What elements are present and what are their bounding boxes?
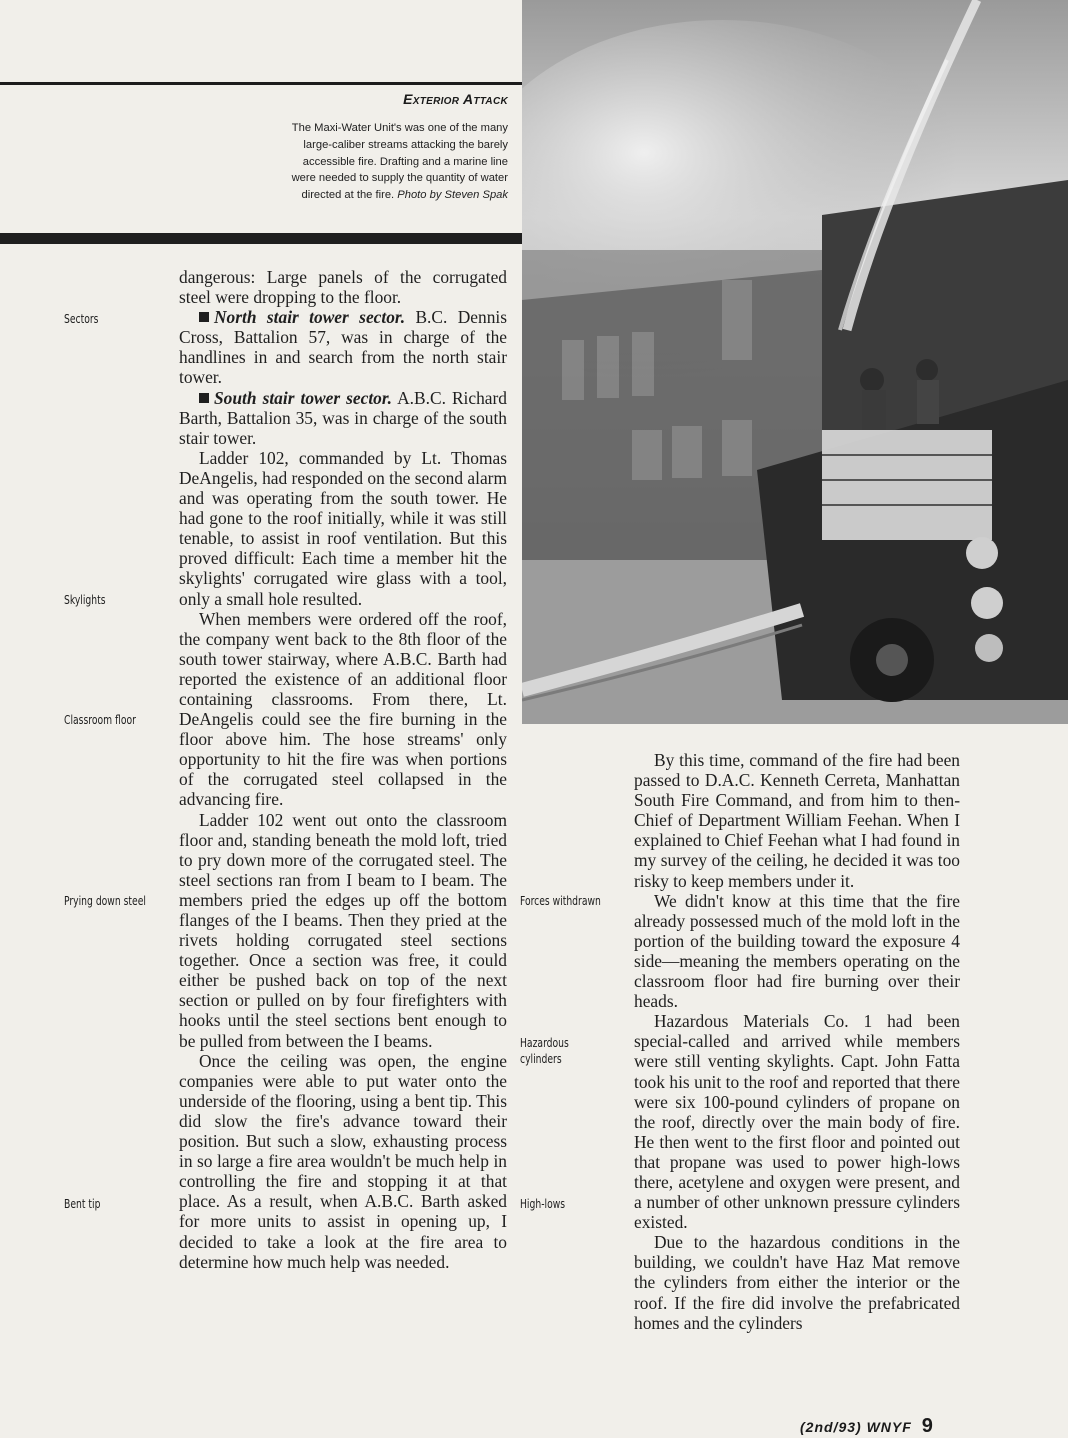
caption-bottom-rule — [0, 233, 522, 244]
sidebar-sectors: Sectors — [64, 311, 99, 326]
photo-caption — [278, 120, 508, 204]
north-sector-lead: North stair tower sector. — [214, 307, 406, 328]
article-column-1 — [179, 267, 507, 1272]
sidebar-forces-withdrawn: Forces withdrawn — [520, 893, 601, 908]
col1-paragraph-4: Ladder 102, commanded by Lt. Thomas DeAngelis, had responded on the second alarm and was operating from the south tower. He had gone to the roof initially, while it was still tenable, to assist in roof ventilation. But this proved difficult: Each time a member hit the skylights' corrugated wire glass with a tool, only a small hole resulted. — [179, 447, 507, 609]
sidebar-classroom-floor: Classroom floor — [64, 712, 136, 727]
caption-top-rule — [0, 82, 522, 85]
sidebar-hazardous-line1: Hazardous — [520, 1035, 569, 1050]
page-footer — [800, 1415, 934, 1438]
col1-paragraph-5: When members were ordered off the roof, the company went back to the 8th floor of the south tower stairway, where A.B.C. Barth had reported the existence of an additional floor containing classrooms. From there, Lt. DeAngelis could see the fire burning in the floor above him. The hose streams' only opportunity to hit the fire was when portions of the corrugated steel collapsed in the advancing fire. — [179, 608, 507, 810]
col2-paragraph-1: By this time, command of the fire had been passed to D.A.C. Kenneth Cerreta, Manhattan South Fire Command, and from him to then-Chief of Department William Feehan. When I explained to Chief Feehan what I had found in my survey of the ceiling, he decided it was too risky to keep members under it. — [634, 750, 960, 891]
col1-paragraph-6: Ladder 102 went out onto the classroom floor and, standing beneath the mold loft, tried to pry down more of the corrugated steel. The steel sections ran from I beam to I beam. The members pried the edges up off the bottom flanges of the I beams. Then they pried at the rivets holding corrugated steel sections together. Once a section was free, it could either be pushed back on top of the next section or pulled on by four firefighters with hooks until the steel sections bent enough to be pulled from between the I beams. — [179, 809, 507, 1051]
caption-body: The Maxi-Water Unit's was one of the many large-caliber streams attacking the barely accessible fire. Drafting and a marine line were needed to supply the quantity of water directed at the fire. — [291, 122, 508, 202]
caption-heading: Exterior Attack — [403, 91, 508, 107]
col2-paragraph-2: We didn't know at this time that the fire already possessed much of the mold loft in the portion of the building toward the exposure 4 side—meaning the members operating on the classroom floor had fire burning over their heads. — [634, 890, 960, 1012]
bullet-square-icon — [199, 393, 209, 403]
col1-paragraph-3 — [179, 388, 507, 448]
north-sector-body: B.C. Dennis Cross, Battalion 57, was in charge of the handlines in and search from the north stair tower. — [179, 307, 508, 388]
sidebar-hazardous-cylinders — [520, 1035, 569, 1067]
sidebar-prying-down-steel: Prying down steel — [64, 893, 146, 908]
article-column-2 — [634, 750, 960, 1333]
south-sector-lead: South stair tower sector. — [214, 387, 393, 408]
sidebar-high-lows: High-lows — [520, 1196, 566, 1211]
bullet-square-icon — [199, 312, 209, 322]
sidebar-hazardous-line2: cylinders — [520, 1051, 562, 1066]
col1-paragraph-7: Once the ceiling was open, the engine companies were able to put water onto the underside of the flooring, using a bent tip. This did slow the fire's advance toward their position. But such a slow, exhausting process in so large a fire area wouldn't be much help in controlling the fire and stopping it at that place. As a result, when A.B.C. Barth asked for more units to assist in opening up, I decided to take a look at the fire area to determine how much help was needed. — [179, 1050, 507, 1272]
col1-paragraph-1: dangerous: Large panels of the corrugated steel were dropping to the floor. — [179, 267, 507, 308]
fire-photo-illustration — [522, 0, 1068, 724]
col1-paragraph-2 — [179, 307, 507, 387]
sidebar-bent-tip: Bent tip — [64, 1196, 101, 1211]
page-number: 9 — [921, 1415, 934, 1437]
col2-paragraph-3: Hazardous Materials Co. 1 had been special-called and arrived while members were still venting skylights. Capt. John Fatta took his unit to the roof and reported that there were six 100-pound cylinders of propane on the roof, directly over the main body of fire. He then went to the first floor and pointed out that propane was used to power high-lows there, acetylene and oxygen were present, and a number of other unknown pressure cylinders existed. — [634, 1011, 960, 1233]
sidebar-skylights: Skylights — [64, 592, 106, 607]
issue-label: (2nd/93) WNYF — [800, 1419, 912, 1435]
col2-paragraph-4: Due to the hazardous conditions in the building, we couldn't have Haz Mat remove the cylinders from either the interior or the roof. If the fire did involve the prefabricated homes and the cylinders — [634, 1232, 960, 1333]
photo-credit: Photo by Steven Spak — [397, 189, 508, 202]
south-sector-body: A.B.C. Richard Barth, Battalion 35, was in charge of the south stair tower. — [179, 387, 508, 448]
fire-scene-photo — [522, 0, 1068, 724]
